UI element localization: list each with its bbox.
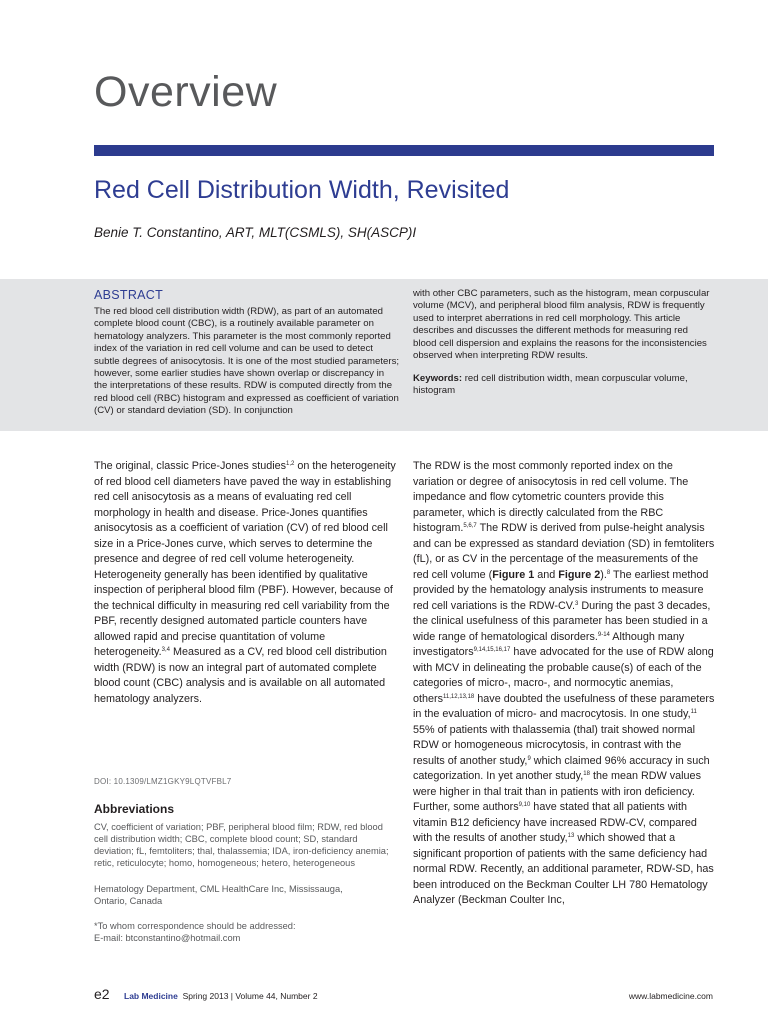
abstract-text-right: with other CBC parameters, such as the histogram, mean corpuscular volume (MCV), and peripheral blood film analysis, RDW is frequently used to interpret aberrations in red cell morphology. This article describes and discusses the different methods for measuring red blood cell dispersion and explains the reasons for the inconsistencies observed when interpreting RDW results. [413, 288, 710, 362]
citation: 18 [583, 771, 590, 777]
journal-brand: Lab Medicine [124, 991, 178, 1001]
body-text: During the past 3 decades, the clinical usefulness of this parameter has been studied in a wide range of hematological disorders. [413, 599, 711, 643]
section-label: Overview [94, 68, 278, 116]
citation: 8 [606, 569, 611, 576]
body-text: and [534, 568, 559, 581]
citation: 1,2 [286, 461, 295, 467]
abstract-text-left: The red blood cell distribution width (RDW), as part of an automated complete blood count (CBC), is a routinely available parameter on hematology analyzers. This parameter is the most commonly reported index of the variation in red cell volume and can be used to detect subtle degrees of anisocytosis. It is one of the most studied parameters; however, some earlier studies have shown overlap or discrepancy in the interpretations of these results. RDW is computed directly from the red blood cell (RBC) histogram and expressed as coefficient of variation (CV) or standard deviation (SD). In conjunction [94, 306, 400, 417]
figure-ref-1[interactable]: Figure 1 [492, 568, 535, 581]
body-text: which claimed 96% accuracy in such categorization. In yet another study, [413, 754, 710, 782]
keywords [413, 373, 713, 398]
body-text: have stated that all patients with vitamin B12 deficiency have increased RDW-CV, compared with the results of another study, [413, 801, 697, 844]
citation: 9,10 [518, 802, 531, 808]
affiliation-line: Ontario, Canada [94, 896, 163, 906]
abbreviations-text: CV, coefficient of variation; PBF, peripheral blood film; RDW, red blood cell distribution width; CBC, complete blood count; SD, standard deviation; fL, femtoliters; thal, thalassemia; IDA, iron-deficiency anemia; retic, reticulocyte; homo, homogeneous; hetero, heterogeneous [94, 822, 389, 868]
body-text: Measured as a CV, red blood cell distribution width (RDW) is now an integral part of automated complete blood count (CBC) analysis and is available on all automated hematology analyzers. [94, 646, 387, 705]
body-text: 55% of patients with thalassemia (thal) trait showed normal RDW or homogeneous microcytosis, in contrast with the results of another study, [413, 723, 696, 767]
body-text: have doubted the usefulness of these parameters in the evaluation of micro- and macrocytosis. In one study, [413, 692, 715, 720]
body-text: The RDW is the most commonly reported index on the variation or degree of anisocytosis in red cell volume. The impedance and flow cytometric counters provide this parameter, which is directly calculated from the RBC histogram. [413, 460, 689, 534]
journal-url[interactable]: www.labmedicine.com [628, 991, 713, 1001]
body-text: ). [600, 568, 607, 581]
body-text: The RDW is derived from pulse-height analysis and can be expressed as standard deviation (SD) in femtoliters (fL), or as CV in the percentage of the measurements of the red cell volume ( [413, 522, 715, 581]
abstract-heading: ABSTRACT [94, 288, 164, 302]
figure-ref-2[interactable]: Figure 2 [558, 568, 601, 581]
body-text: Although many investigators [413, 630, 685, 658]
page-number: e2 [94, 986, 110, 1002]
body-column-left [94, 459, 397, 707]
abbreviations-heading: Abbreviations [94, 802, 175, 816]
citation: 11,12,13,18 [443, 693, 475, 700]
citation: 3,4 [161, 647, 170, 653]
citation: 9 [527, 755, 531, 762]
correspondence-email[interactable]: E-mail: btconstantino@hotmail.com [94, 933, 241, 943]
article-title: Red Cell Distribution Width, Revisited [94, 176, 510, 204]
author-line: Benie T. Constantino, ART, MLT(CSMLS), SH(ASCP)I [94, 225, 417, 240]
correspondence [94, 920, 397, 944]
header-rule [94, 145, 714, 156]
journal-info [124, 991, 318, 1001]
keywords-label: Keywords: [413, 373, 463, 384]
journal-issue: Spring 2013 | Volume 44, Number 2 [182, 991, 318, 1001]
body-text: The original, classic Price-Jones studies [94, 460, 287, 472]
body-text: on the heterogeneity of red blood cell diameters have paved the way in establishing red cell anisocytosis as a means of evaluating red cell morphology in health and disease. Price-Jones quantifies anisocytosis as a coefficient of variation (CV) of red blood cell size in a Price-Jones curve, which serves to determine the presence and degree of red cell volume heterogeneity. Heterogeneity generally has been identified by qualitative inspection of peripheral blood film (PBF). However, because of the technical difficulty in measuring red cell variability from the PBF, recently designed automated particle counters have allowed rapid and precise quantitation of volume heterogeneity. [94, 460, 396, 658]
citation: 5,6,7 [463, 523, 477, 529]
citation: 9,14,15,16,17 [473, 647, 511, 653]
citation: 9-14 [597, 631, 610, 638]
keywords-text: red cell distribution width, mean corpuscular volume, histogram [413, 373, 688, 397]
affiliation [94, 883, 397, 907]
body-text: The earliest method provided by the hematology analysis instruments to measure red cell variations is the RDW-CV. [413, 568, 709, 612]
body-text: have advocated for the use of RDW along with MCV in delineating the probable cause(s) of each of the categories of micro-, macro-, and normocytic anemias, others [413, 646, 714, 705]
citation: 3 [575, 600, 579, 607]
doi[interactable]: DOI: 10.1309/LMZ1GKY9LQTVFBL7 [94, 777, 232, 786]
correspondence-note: *To whom correspondence should be addressed: [94, 921, 296, 931]
body-text: which showed that a significant proportion of patients with the same deficiency had normal RDW. Recently, an additional parameter, RDW-SD, has been introduced on the Beckman Coulter LH 780 Hematology Analyzer (Beckman Coulter Inc, [413, 832, 714, 906]
affiliation-line: Hematology Department, CML HealthCare Inc, Mississauga, [94, 884, 343, 894]
citation: 13 [567, 833, 575, 839]
body-column-right [413, 459, 716, 909]
body-text: the mean RDW values were higher in thal trait than in patients with iron deficiency. Further, some authors [413, 770, 701, 813]
citation: 11 [690, 709, 697, 715]
